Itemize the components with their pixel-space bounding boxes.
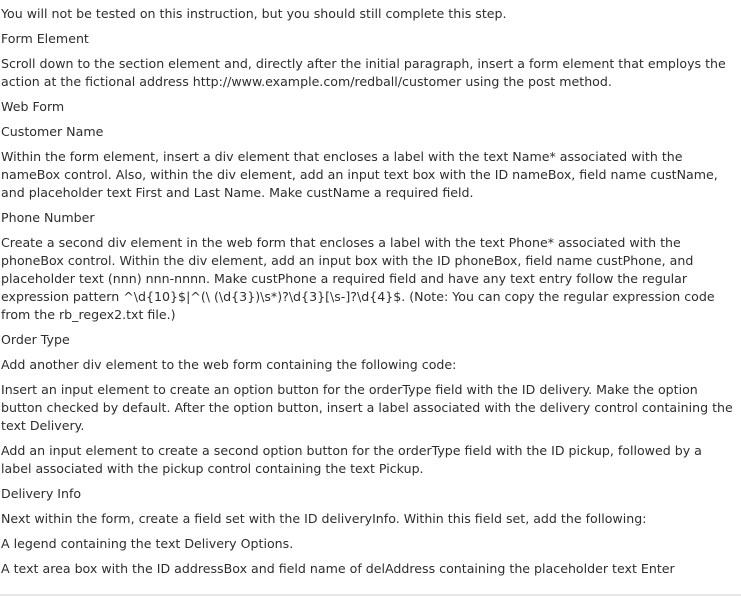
web-form-heading: Web Form — [1, 99, 65, 114]
instructions-document — [1, 5, 736, 578]
form-element-paragraph: Scroll down to the section element and, directly after the initial paragraph, insert a form element that employs the action at the fictional address http://www.example.com/redball/customer using the post method. — [1, 56, 726, 89]
phone-number-heading: Phone Number — [1, 210, 95, 225]
customer-name-heading: Customer Name — [1, 124, 104, 139]
delivery-info-heading: Delivery Info — [1, 486, 82, 501]
delivery-info-paragraph: Next within the form, create a field set with the ID deliveryInfo. Within this field set, add the following: — [1, 511, 647, 526]
form-element-heading: Form Element — [1, 31, 89, 46]
order-type-step-1: Insert an input element to create an option button for the orderType field with the ID delivery. Make the option button checked by default. After the option button, insert a label associated with the delivery control containing the text Delivery. — [1, 382, 733, 433]
phone-number-paragraph: Create a second div element in the web form that encloses a label with the text Phone* associated with the phoneBox control. Within the div element, add an input box with the ID phoneBox, field name custPhone, and placeholder text (nnn) nnn-nnnn. Make custPhone a required field and have any text entry follow the regular expression pattern ^\d{10}$|^(\ (\d{3})\s*)?\d{3}[\s-]?\d{4}$. (Note: You can copy the regular expression code from the rb_regex2.txt file.) — [1, 235, 715, 322]
delivery-info-step-1: A legend containing the text Delivery Options. — [1, 536, 294, 551]
intro-paragraph: You will not be tested on this instruction, but you should still complete this step. — [1, 6, 507, 21]
order-type-step-2: Add an input element to create a second option button for the orderType field with the ID pickup, followed by a label associated with the pickup control containing the text Pickup. — [1, 443, 702, 476]
customer-name-paragraph: Within the form element, insert a div element that encloses a label with the text Name* associated with the nameBox control. Also, within the div element, add an input text box with the ID nameBox, field name custName, and placeholder text First and Last Name. Make custName a required field. — [1, 149, 718, 200]
order-type-heading: Order Type — [1, 332, 70, 347]
delivery-info-step-2: A text area box with the ID addressBox and field name of delAddress containing the placeholder text Enter — [1, 561, 675, 576]
order-type-paragraph: Add another div element to the web form containing the following code: — [1, 357, 457, 372]
